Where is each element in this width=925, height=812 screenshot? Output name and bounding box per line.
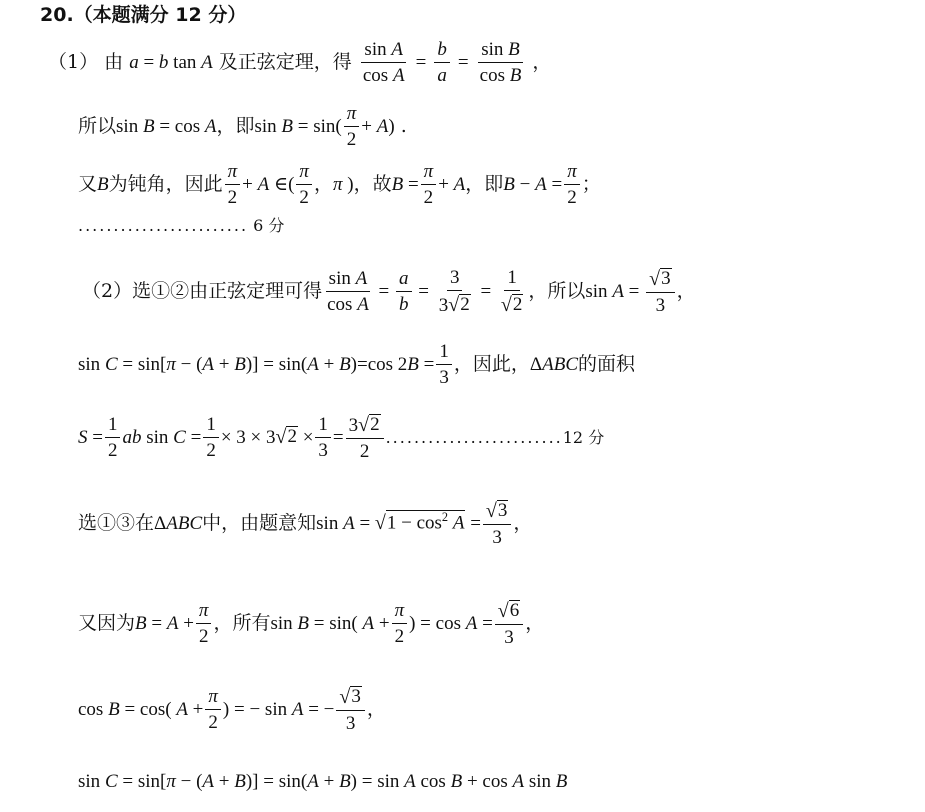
- problem-header-text: 20.（本题满分 12 分）: [40, 4, 247, 26]
- eq-sign: =: [415, 51, 427, 73]
- comma: ，: [366, 697, 386, 720]
- text-you: 由: [104, 50, 124, 73]
- text-in-triangle: 中，由题意知: [202, 511, 317, 534]
- part1-label: （1）: [48, 50, 99, 73]
- equation-minus-sinA: ) = − sin A = −: [222, 698, 335, 720]
- comma: ，: [525, 611, 545, 634]
- text-sine-law: 及正弦定理，得: [218, 50, 352, 73]
- equation-plus-A: + A): [361, 115, 395, 137]
- frac-1-2: $\frac{1}{2}$: [203, 415, 219, 461]
- equation-S-eq: S =: [78, 426, 103, 448]
- equation-plus-A: + A: [438, 173, 466, 195]
- text-obtuse: 为钝角，因此: [108, 172, 223, 195]
- text-choice13: 选①③在: [78, 511, 155, 534]
- frac-1-2: $\frac{1}{2}$: [105, 415, 121, 461]
- period: .: [394, 114, 407, 137]
- equation-sinA-sqrt: sin A = √ $1 - \cos^2 A$ =: [316, 509, 481, 534]
- text-therefore: ，因此，: [453, 352, 530, 375]
- part2-line5: [78, 600, 544, 648]
- equation-sinC-chain: sin C = sin[π − (A + B)] = sin(A + B)=cos 2B =: [78, 353, 435, 375]
- eq-sign: =: [413, 280, 434, 302]
- part1-line1: [48, 40, 551, 86]
- comma: ，: [532, 50, 552, 73]
- text-so-sinA: ，所以: [528, 279, 586, 302]
- equation-plus-A-in: + A ∈(: [242, 173, 295, 195]
- frac-pi-2: $\frac{\pi}{2}$: [564, 162, 580, 208]
- score-6: 6 分: [253, 216, 285, 235]
- frac-pi-2: $\frac{\pi}{2}$: [421, 162, 437, 208]
- part1-score-line: [78, 218, 284, 234]
- frac-1-3: $\frac{1}{3}$: [315, 415, 331, 461]
- part2-line3: [78, 414, 604, 462]
- frac-b-a: $\frac{b}{a}$: [434, 40, 450, 86]
- part2-line1: [82, 268, 696, 316]
- frac-3-3sqrt2: 3 3 √ 2: [438, 267, 470, 316]
- part2-line2: [78, 342, 635, 388]
- frac-a-b: $\frac{a}{b}$: [396, 269, 412, 315]
- equation-a-btanA: a = b tan A: [129, 51, 213, 73]
- text-so: 所以: [78, 114, 117, 137]
- semicolon: ；: [581, 172, 601, 195]
- text-because: 又因为: [78, 611, 136, 634]
- eq-sign: =: [332, 426, 344, 448]
- score-12: 12 分: [562, 427, 605, 447]
- triangle-ABC: ΔABC: [529, 353, 578, 375]
- part2-label: （2）: [82, 279, 133, 302]
- equation-B-eq-A: B = A +: [135, 612, 194, 634]
- equation-cosA-eq: ) = cos A =: [409, 612, 493, 634]
- equation-times: × 3 × 3 √ 2 ×: [220, 425, 314, 448]
- score-dots: ........................: [78, 216, 249, 235]
- frac-pi-2: $\frac{\pi}{2}$: [196, 601, 212, 647]
- part2-line6: [78, 686, 386, 734]
- eq-sign: =: [373, 280, 395, 302]
- frac-sqrt3-3: √ 3 3: [483, 500, 511, 548]
- equation-pi-interval: ，π ): [313, 173, 354, 195]
- equation-cosB-cos: cos B = cos( A +: [78, 698, 204, 720]
- part1-line2: [78, 104, 407, 150]
- equation-B-minus-A: B − A =: [503, 173, 563, 195]
- part2-line4: [78, 500, 532, 548]
- score-dots: .........................: [385, 427, 563, 447]
- triangle-ABC: ΔABC: [154, 512, 203, 534]
- equation-sinB-sin: sin B = sin(: [254, 115, 342, 137]
- text-choice12: 选①②由正弦定理可得: [132, 279, 323, 302]
- var-B: B: [97, 173, 109, 195]
- text-namely: ，即: [465, 172, 504, 195]
- equation-sinA-eq: sin A =: [585, 280, 645, 302]
- frac-1-sqrt2: 1 √ 2: [500, 267, 523, 316]
- frac-pi-2: $\frac{\pi}{2}$: [344, 104, 360, 150]
- frac-3sqrt2-2: 3 √ 2 2: [346, 414, 384, 462]
- frac-sinA-cosA: $\frac{\text{sin A}}{\text{cos A}}$: [362, 39, 405, 86]
- comma: ，: [676, 279, 696, 302]
- equation-B-eq: B =: [391, 173, 419, 195]
- comma: ，: [513, 511, 533, 534]
- equation-absinC: ab sin C =: [122, 426, 202, 448]
- part2-line7: [78, 772, 567, 791]
- text-so-sinB: ，所有: [213, 611, 271, 634]
- part1-line3: [78, 162, 601, 208]
- eq-sign: =: [457, 51, 469, 73]
- problem-header: [40, 6, 246, 25]
- frac-sqrt6-3: √ 6 3: [495, 600, 523, 648]
- frac-sqrt3-3: √ 3 3: [336, 686, 364, 734]
- frac-1-3: $\frac{1}{3}$: [436, 342, 452, 388]
- text-thus: ，故: [353, 172, 392, 195]
- frac-pi-2: $\frac{\pi}{2}$: [392, 601, 408, 647]
- text-also: 又: [78, 172, 98, 195]
- equation-sinB-cosA: sin B = cos A: [116, 115, 217, 137]
- text-namely: ，即: [216, 114, 255, 137]
- frac-pi-2: $\frac{\pi}{2}$: [225, 162, 241, 208]
- frac-sqrt3-3: √ 3 3: [646, 268, 674, 316]
- equation-sinC-expand: sin C = sin[π − (A + B)] = sin(A + B) = sin A cos B + cos A sin B: [78, 771, 568, 792]
- frac-pi-2: $\frac{\pi}{2}$: [296, 162, 312, 208]
- frac-pi-2: $\frac{\pi}{2}$: [205, 687, 221, 733]
- frac-sinB-cosB: $\frac{\text{sin B}}{\text{cos B}}$: [479, 39, 522, 86]
- eq-sign: =: [475, 280, 496, 302]
- equation-sinB-sin: sin B = sin( A +: [270, 612, 390, 634]
- text-area-of: 的面积: [578, 352, 636, 375]
- frac-sinA-cosA: $\frac{\text{sin A}}{\text{cos A}}$: [327, 267, 369, 315]
